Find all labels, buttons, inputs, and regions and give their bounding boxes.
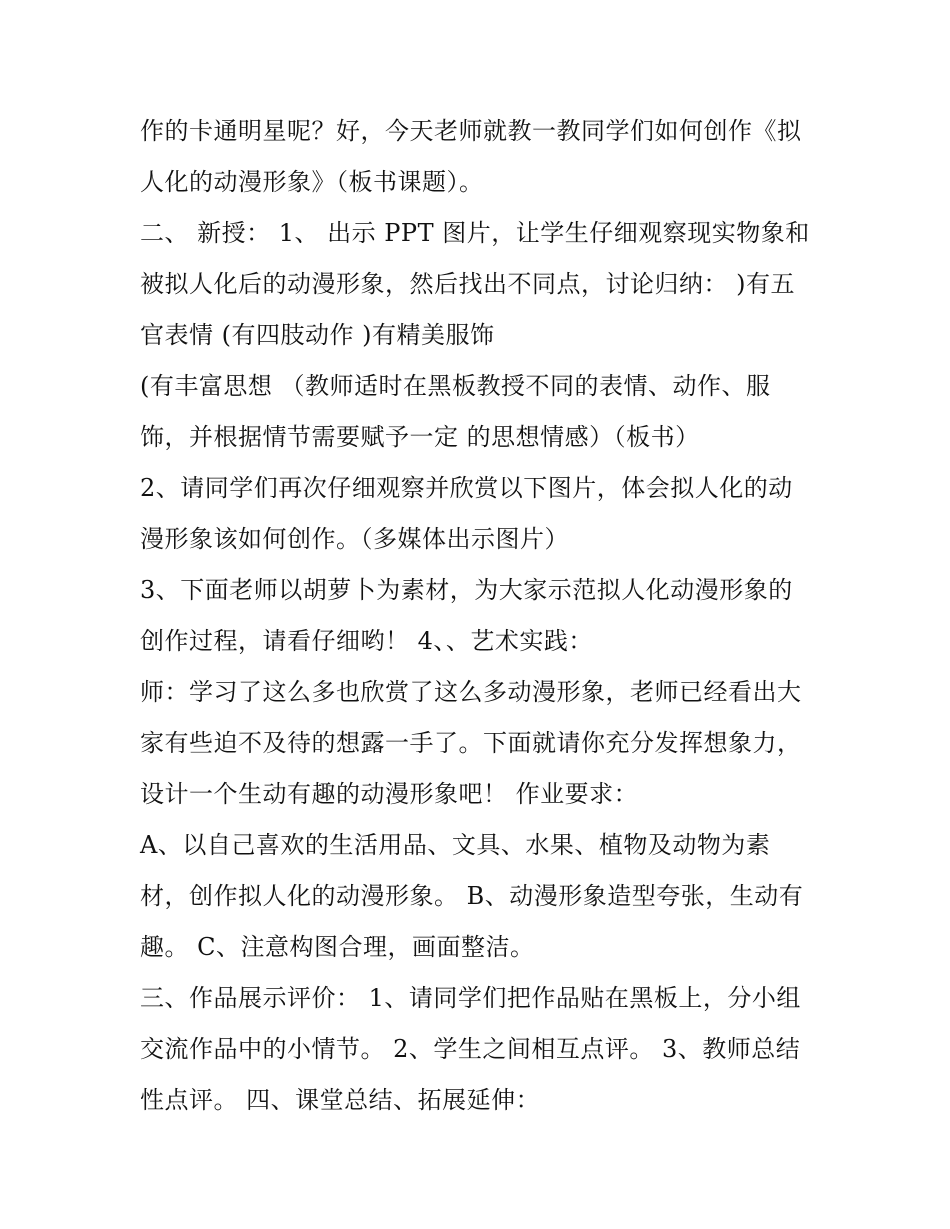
text-line: 性点评。 四、课堂总结、拓展延伸： [140,1086,541,1114]
text-line: 交流作品中的小情节。 2、学生之间相互点评。 3、教师总结 [140,1035,801,1063]
text-line: 官表情 (有四肢动作 )有精美服饰 [140,321,495,349]
text-line: 三、作品展示评价： 1、请同学们把作品贴在黑板上，分小组 [140,984,801,1012]
text-line: 漫形象该如何创作。（多媒体出示图片） [140,525,569,553]
text-line: 趣。 C、注意构图合理，画面整洁。 [140,933,535,961]
text-line: 人化的动漫形象》（板书课题）。 [140,168,484,196]
text-line: 设计一个生动有趣的动漫形象吧！ 作业要求： [140,780,639,808]
text-line: 二、 新授： 1、 出示 PPT 图片，让学生仔细观察现实物象和 [140,219,810,247]
document-body [140,106,830,1126]
text-line: 材，创作拟人化的动漫形象。 B、动漫形象造型夸张，生动有 [140,882,804,910]
text-line: 3、下面老师以胡萝卜为素材，为大家示范拟人化动漫形象的 [140,576,793,604]
text-line: 师：学习了这么多也欣赏了这么多动漫形象，老师已经看出大 [140,678,802,706]
text-line: A、以自己喜欢的生活用品、文具、水果、植物及动物为素 [140,831,771,859]
text-line: 2、请同学们再次仔细观察并欣赏以下图片，体会拟人化的动 [140,474,793,502]
text-line: 创作过程，请看仔细哟！ 4、、艺术实践： [140,627,593,655]
text-line: 饰，并根据情节需要赋予一定 的思想情感）（板书） [140,423,700,451]
text-line: (有丰富思想 （教师适时在黑板教授不同的表情、动作、服 [140,372,771,400]
text-line: 作的卡通明星呢？好，今天老师就教一教同学们如何创作《拟 [140,117,802,145]
text-line: 家有些迫不及待的想露一手了。下面就请你充分发挥想象力， [140,729,802,757]
text-line: 被拟人化后的动漫形象，然后找出不同点，讨论归纳： )有五 [140,270,795,298]
